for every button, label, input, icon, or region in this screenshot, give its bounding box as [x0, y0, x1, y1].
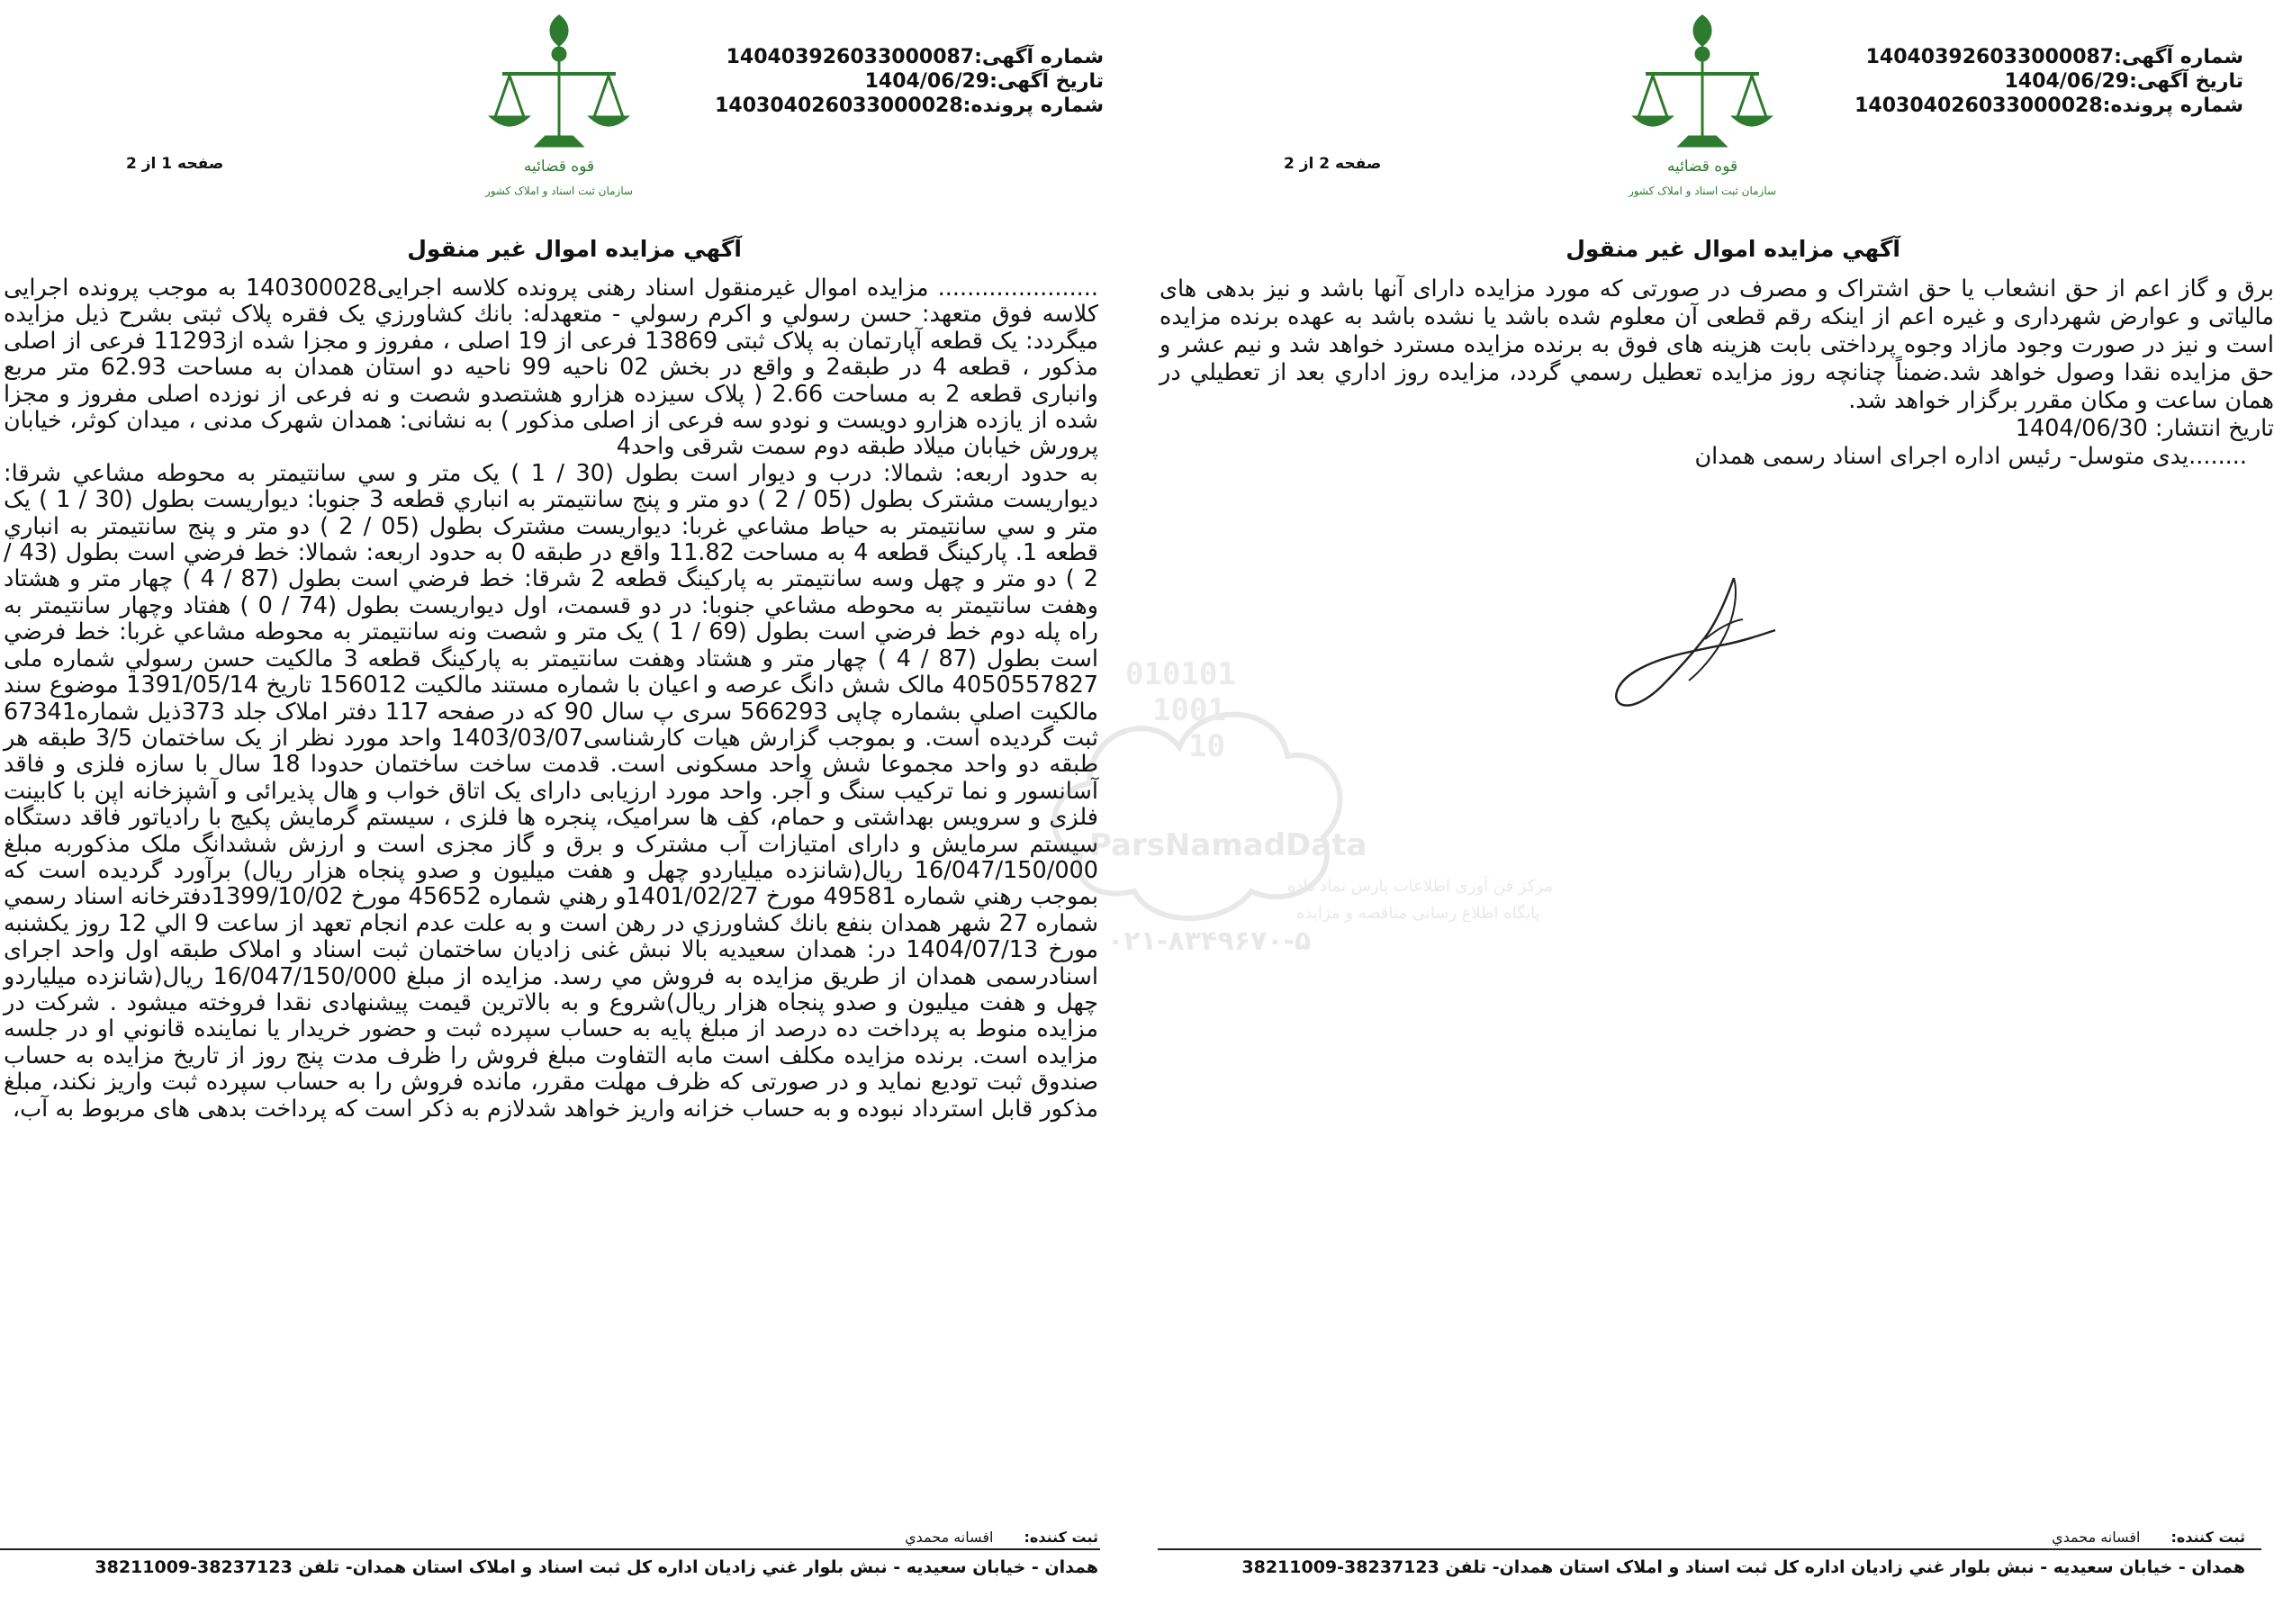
registrar — [2052, 1529, 2245, 1546]
footer-divider — [1158, 1548, 2261, 1550]
watermark-binary-3: 10 — [1188, 728, 1225, 764]
notice-number-row: شماره آگهی:140403926033000087 — [726, 46, 1104, 68]
registrar-name: افسانه محمدي — [2052, 1529, 2141, 1546]
page-two — [1158, 0, 2274, 1624]
registrar-label: ثبت کننده: — [1024, 1529, 1098, 1546]
watermark-line-1: مرکز فن آوری اطلاعات پارس نماد داده — [1287, 877, 1553, 896]
logo-caption-2: سازمان ثبت اسناد و املاک کشور — [1628, 185, 1777, 197]
footer-divider — [0, 1548, 1100, 1550]
judiciary-logo-icon — [1626, 11, 1779, 204]
signature-icon — [1599, 567, 1797, 729]
notice-number-row: شماره آگهی:140403926033000087 — [1865, 46, 2243, 68]
page-title: آگهي مزايده اموال غير منقول — [1566, 236, 1900, 262]
body-paragraph: برق و گاز اعم از حق انشعاب یا حق اشتراک و مصرف در صورتی که مورد مزایده دارای آنها باشد و نیز بدهی های مالیاتی و عوارض شهرداری و غیره اعم از اینکه رقم قطعی آن معلوم شده باشد یا نشده باشد به عهده برنده مزایده است و نیز در صورت وجود مازاد وجوه پرداختی بابت هزینه های فوق به برنده مزایده مسترد خواهد شد و نیم عشر و حق مزایده نقدا وصول خواهد شد.ضمناً چنانچه روز مزایده تعطیل رسمي گردد، مزايده روز اداري بعد از تعطيلي در همان ساعت و مكان مقرر برگزار خواهد شد. — [1160, 275, 2274, 414]
file-number-row: شماره پرونده:140304026033000028 — [1854, 95, 2243, 117]
page-number: صفحه 1 از 2 — [126, 155, 224, 173]
notice-meta — [1854, 45, 2243, 118]
body-paragraph: به حدود اربعه: شمالا: درب و ديوار است بطول (30 / 1 ) يک متر و سي سانتيمتر به محوطه مشاعي شرقا: ديواريست مشترک بطول (05 / 2 ) دو متر و پنج سانتيمتر به انباري قطعه 3 جنوبا: ديواريست بطول (30 / 1 ) يک متر و سي سانتيمتر به حياط مشاعي غربا: ديواريست مشترک بطول (05 / 2 ) دو متر و پنج سانتيمتر به انباري قطعه 1. پارکينگ قطعه 4 به مساحت 11.82 واقع در طبقه 0 به حدود اربعه: شمالا: خط فرضي است بطول (43 / 2 ) دو متر و چهل وسه سانتيمتر به پارکينگ قطعه 2 شرقا: خط فرضي است بطول (87 / 4 ) چهار متر و هشتاد وهفت سانتيمتر به محوطه مشاعي جنوبا: در دو قسمت، اول ديواريست بطول (74 / 0 ) هفتاد وچهار سانتيمتر به راه پله دوم خط فرضي است بطول (69 / 1 ) يک متر و شصت ونه سانتيمتر به محوطه مشاعي غربا: خط فرضي است بطول (87 / 4 ) چهار متر و هشتاد وهفت سانتيمتر به پارکينگ قطعه 3 مالکیت حسن رسولي شماره ملی 4050557827 مالک شش دانگ عرصه و اعیان با شماره مستند مالکیت 156012 تاریخ 1391/05/14 موضوع سند مالکیت اصلي بشماره چاپی 566293 سری پ سال 90 که در صفحه 117 دفتر املاک جلد 373ذیل شماره67341 ثبت گرديده است. و بموجب گزارش هیات کارشناسی1403/03/07 واحد مورد نظر از یک ساختمان 3/5 طبقه هر طبقه دو واحد مجموعا شش واحد مسکونی است. قدمت ساخت ساختمان حدودا 18 سال با سازه فلزی و فاقد آسانسور و نما ترکیب سنگ و آجر. واحد مورد ارزیابی دارای یک اتاق خواب و هال پذیرائی و آشپزخانه اپن با کابینت فلزی و سرویس بهداشتی و حمام، کف ها سرامیک، پنجره ها فلزی ، سیستم گرمایش پکیج با رادیاتور فاقد دستگاه سیستم سرمایش و دارای امتیازات آب مشترک و برق و گاز مجزی است و ارزش ششدانگ ملک مذکوربه مبلغ 16/047/150/000 ريال(شانزده ميلياردو چهل و هفت ميليون و صدو پنجاه هزار ريال) برآورد گرديده است که بموجب رهني شماره 49581 مورخ 1401/02/27و رهني شماره 45652 مورخ 1399/10/02دفترخانه اسناد رسمي شماره 27 شهر همدان بنفع بانك كشاورزي در رهن است و به علت عدم انجام تعهد از ساعت 9 الي 12 روز يكشنبه مورخ 1404/07/13 در: همدان سعیدیه بالا نبش غنی زادیان ساختمان ثبت اسناد و املاک طبقه اول واحد اجرای اسنادرسمی همدان از طريق مزايده به فروش مي رسد. مزايده از مبلغ 16/047/150/000 ريال(شانزده ميلياردو چهل و هفت ميليون و صدو پنجاه هزار ريال)شروع و به بالاترين قيمت پيشنهادی نقدا فروخته ميشود . شرکت در مزايده منوط به پرداخت ده درصد از مبلغ پايه به حساب سپرده ثبت و حضور خريدار يا نماينده قانوني او در جلسه مزايده است. برنده مزايده مکلف است مابه التفاوت مبلغ فروش را ظرف مدت پنج روز از تاريخ مزايده به حساب صندوق ثبت توديع نمايد و در صورتی که ظرف مهلت مقرر، مانده فروش را به حساب سپرده ثبت واريز نکند، مبلغ مذکور قابل استرداد نبوده و به حساب خزانه واريز خواهد شدلازم به ذکر است که پرداخت بدهی های مربوط به آب، — [4, 459, 1099, 1123]
watermark-phone: ۰۲۱-۸۳۴۹۶۷۰-۵ — [1107, 925, 1312, 957]
body-paragraph: ...................... مزايده اموال غيرمنقول اسناد رهنی پرونده كلاسه اجرايی140300028 به موجب پرونده اجرایی کلاسه فوق متعهد: حسن رسولي و اکرم رسولي - متعهدله: بانك كشاورزي یک فقره پلاک ثبتی بشرح ذیل مزایده میگردد: یک قطعه آپارتمان به پلاک ثبتی 13869 فرعی از 19 اصلی ، مفروز و مجزا شده از11293 فرعی از اصلی مذکور ، قطعه 4 در طبقه2 و واقع در بخش 02 ناحیه 99 ناحیه دو استان همدان به مساحت 62.93 متر مربع وانباری قطعه 2 به مساحت 2.66 ( پلاک سیزده هزارو هشتصدو شصت و نه فرعی از نوزده اصلی مفروز و مجزا شده از یازده هزارو دویست و نودو سه فرعی از اصلی مذکور ) به نشانی: همدان شهرک مدنی ، میدان کوثر، خیابان پرورش خیابان میلاد طبقه دوم سمت شرقی واحد4 — [4, 275, 1098, 461]
notice-meta — [715, 45, 1104, 118]
notice-body — [1160, 275, 2274, 471]
page-one — [0, 0, 1104, 1624]
logo-caption-1: قوه قضائیه — [1666, 158, 1738, 176]
watermark-binary-2: 1001 — [1152, 692, 1226, 728]
registrar-label: ثبت کننده: — [2170, 1529, 2245, 1546]
watermark-brand: ParsNamadData — [1089, 827, 1367, 863]
watermark-line-2: پایگاه اطلاع رسانی مناقصه و مزایده — [1296, 904, 1540, 923]
notice-date-row: تاریخ آگهی:1404/06/29 — [2004, 70, 2243, 93]
footer-address: همدان - خیابان سعیدیه - نبش بلوار غني زادیان اداره کل ثبت اسناد و املاک استان همدان- تلفن 38237123-38211009 — [95, 1557, 1098, 1577]
page-number: صفحه 2 از 2 — [1284, 155, 1382, 173]
publish-date: تاریخ انتشار: 1404/06/30 — [2015, 415, 2274, 442]
page-title: آگهي مزايده اموال غير منقول — [407, 236, 742, 262]
logo-caption-1: قوه قضائیه — [523, 158, 595, 176]
judiciary-logo-icon — [483, 11, 636, 204]
registrar — [905, 1529, 1098, 1546]
file-number-row: شماره پرونده:140304026033000028 — [715, 95, 1104, 117]
registrar-name: افسانه محمدي — [905, 1529, 994, 1546]
logo-caption-2: سازمان ثبت اسناد و املاک کشور — [484, 185, 634, 197]
notice-body — [4, 275, 1098, 1123]
watermark-binary-1: 010101 — [1125, 656, 1236, 692]
signatory: ........یدی متوسل- رئیس اداره اجرای اسناد رسمی همدان — [1694, 443, 2247, 470]
notice-date-row: تاریخ آگهی:1404/06/29 — [864, 70, 1104, 93]
footer-address: همدان - خیابان سعیدیه - نبش بلوار غني زادیان اداره کل ثبت اسناد و املاک استان همدان- تلفن 38237123-38211009 — [1241, 1557, 2245, 1577]
